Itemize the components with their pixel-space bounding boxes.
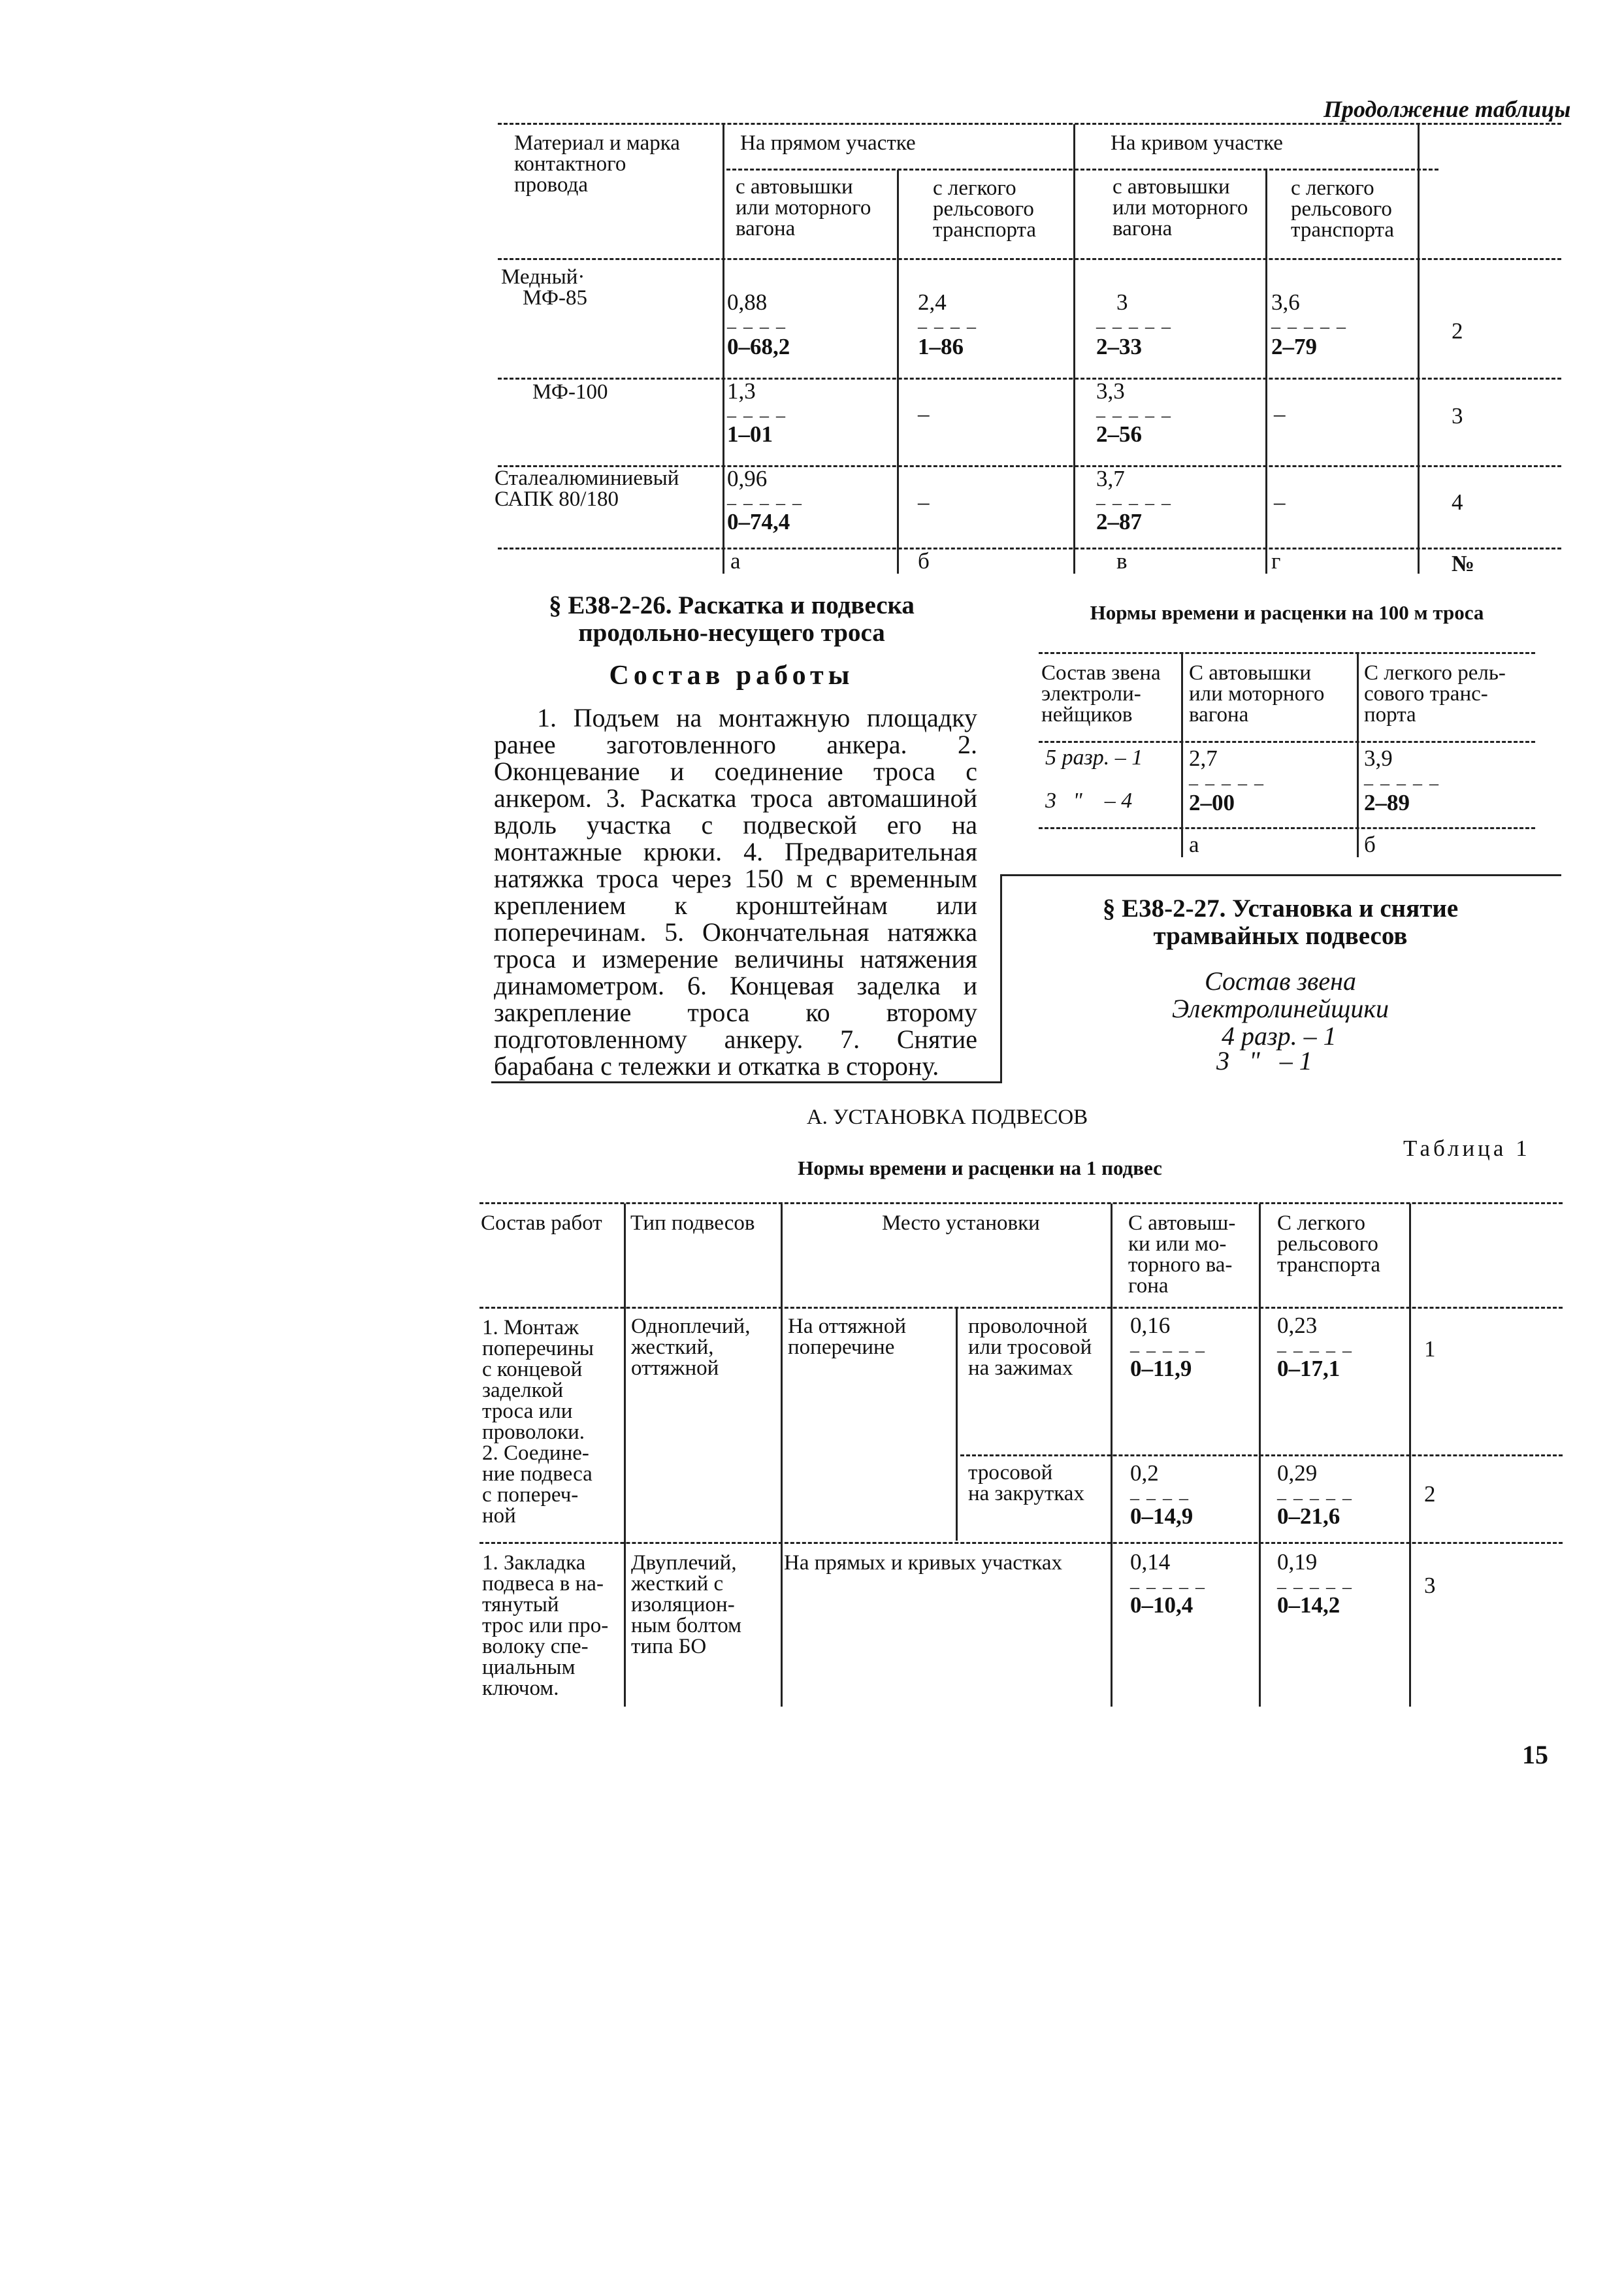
column-letter: б [918,548,930,574]
price-value: 2–87 [1096,509,1142,534]
column-letter: № [1452,551,1475,576]
rate-value: 3 [1116,289,1128,315]
header-place: Место установки [882,1211,1040,1235]
page-number: 15 [1522,1740,1548,1769]
rate-value: 3,9 [1364,746,1393,771]
price-value: 2–00 [1189,790,1235,815]
header-straight: На прямом участке [740,131,916,155]
empty-cell: – [918,489,930,515]
header-auto: С автовыш- ки или мо- торного ва- гона [1128,1211,1236,1298]
price-value: 0–21,6 [1277,1503,1340,1529]
row-number: 3 [1424,1573,1436,1598]
price-value: 0–74,4 [727,509,790,534]
rate-value: 3,7 [1096,466,1125,491]
rate-value: 0,16 [1130,1313,1171,1338]
empty-cell: – [1274,401,1286,427]
price-value: 0–10,4 [1130,1592,1194,1618]
column-letter: а [1189,832,1199,857]
header-curve-light: с легкого рельсового транспорта [1291,176,1394,242]
section-26-title: § Е38-2-26. Раскатка и подвеска продольно-несущего троса [549,591,915,647]
rate-value: 0,2 [1130,1460,1159,1486]
work-description: 1. Монтаж поперечины с концевой заделкой троса или проволоки. 2. Соедине- ние подвеса с попереч- ной [482,1316,594,1528]
price-value: 0–14,2 [1277,1592,1340,1618]
header-light: С легкого рель- сового транс- порта [1364,661,1506,727]
install-subplace: проволочной или тросовой на зажимах [968,1315,1092,1380]
price-value: 2–79 [1271,334,1317,359]
column-letter: б [1364,832,1376,857]
work-description: 1. Закладка подвеса в на- тянутый трос или про- волоку спе- циальным ключом. [482,1551,609,1700]
empty-cell: – [918,401,930,427]
rate-value: 2,4 [918,289,947,315]
divider [1000,874,1002,1081]
header-crew: Состав звена электроли- нейщиков [1041,661,1161,727]
continuation-label: Продолжение таблицы [1324,96,1571,122]
divider [1000,874,1561,876]
header-material: Материал и марка контактного провода [514,131,680,197]
header-curve: На кривом участке [1111,131,1283,155]
rate-value: 0,23 [1277,1313,1318,1338]
install-place: На оттяжной поперечине [788,1315,907,1359]
price-value: 2–33 [1096,334,1142,359]
column-letter: г [1271,548,1281,574]
row-material: МФ-100 [532,380,608,404]
install-subplace: тросовой на закрутках [968,1461,1084,1505]
header-auto: С автовышки или моторного вагона [1189,661,1325,727]
rate-value: 3,3 [1096,378,1125,404]
header-curve-auto: с автовышки или моторного вагона [1112,175,1248,240]
rate-value: 0,96 [727,466,768,491]
header-type: Тип подвесов [630,1211,755,1235]
divider [491,1081,1002,1083]
rate-value: 1,3 [727,378,756,404]
column-letter: в [1116,548,1128,574]
rate-value: 0,29 [1277,1460,1318,1486]
rate-value: 3,6 [1271,289,1300,315]
row-number: 1 [1424,1336,1436,1362]
section-26-composition-heading: Состав работы [609,661,854,691]
suspension-type: Двуплечий, жесткий с изоляцион- ным болтом типа БО [631,1551,742,1658]
row-number: 2 [1452,318,1463,344]
row-material: Медный· МФ-85 [501,265,587,310]
column-letter: а [730,548,741,574]
crew-grade: 3 " – 4 [1045,789,1133,813]
crew-heading: Состав звена [1204,966,1356,996]
price-value: 0–11,9 [1130,1356,1192,1381]
header-straight-light: с легкого рельсового транспорта [933,176,1036,242]
crew-member: 3 " – 1 [1216,1046,1312,1075]
rate-value: 0,88 [727,289,768,315]
price-value: 1–01 [727,421,773,447]
section-27-title: § Е38-2-27. Установка и снятие трамвайных подвесов [1102,894,1459,950]
part-a-table-title: Нормы времени и расценки на 1 подвес [798,1156,1162,1179]
rate-value: 0,14 [1130,1549,1171,1575]
suspension-type: Одноплечий, жесткий, оттяжной [631,1315,751,1380]
price-value: 0–17,1 [1277,1356,1340,1381]
crew-member: 4 разр. – 1 [1222,1021,1337,1051]
price-value: 2–89 [1364,790,1410,815]
rate-value: 2,7 [1189,746,1218,771]
row-number: 3 [1452,403,1463,429]
header-straight-auto: с автовышки или моторного вагона [736,175,871,240]
rate-value: 0,19 [1277,1549,1318,1575]
header-work: Состав работ [481,1211,602,1235]
row-material: Сталеалюминиевый САПК 80/180 [495,467,679,511]
table-label: Таблица 1 [1403,1136,1531,1161]
price-value: 0–68,2 [727,334,790,359]
part-a-heading: А. УСТАНОВКА ПОДВЕСОВ [806,1106,1088,1129]
table-26-title: Нормы времени и расценки на 100 м троса [1090,601,1484,624]
header-light: С легкого рельсового транспорта [1277,1211,1380,1277]
empty-cell: – [1274,489,1286,515]
row-number: 2 [1424,1481,1436,1507]
install-place: На прямых и кривых участках [784,1551,1062,1575]
section-26-text: 1. Подъем на монтажную площадку ранее заготовленного анкера. 2. Оконцевание и соединение троса с анкером. 3. Раскатка троса автомашиной вдоль участка с подвеской его на монтажные крюки. 4. Предварительная натяжка троса через 150 м с временным креплением к кронштейнам или поперечинам. 5. Окончательная натяжка троса и измерение величины натяжения динамометром. 6. Концевая заделка и закрепление троса ко второму подготовленному анкеру. 7. Снятие барабана с тележки и откатка в сторону. [494,703,977,1081]
crew-role: Электролинейщики [1171,994,1389,1023]
price-value: 2–56 [1096,421,1142,447]
price-value: 1–86 [918,334,964,359]
crew-grade: 5 разр. – 1 [1045,746,1143,770]
row-number: 4 [1452,489,1463,515]
price-value: 0–14,9 [1130,1503,1194,1529]
